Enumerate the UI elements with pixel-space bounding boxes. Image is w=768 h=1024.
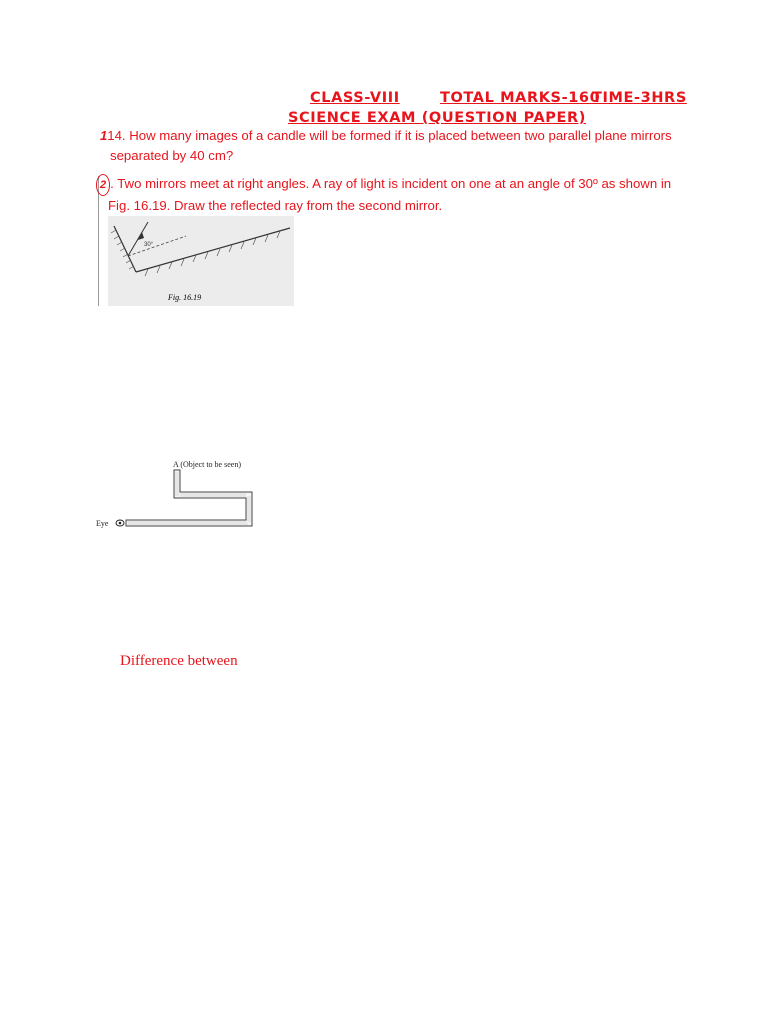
periscope-diagram [94, 456, 264, 536]
question-1: 114. How many images of a candle will be formed if it is placed between two parallel plane mirrors separated by 40 cm? [100, 126, 740, 166]
total-marks-label: TOTAL MARKS-160 [440, 90, 601, 106]
question-2-line1: Two mirrors meet at right angles. A ray of light is incident on one at an angle of 30º as shown in [117, 176, 672, 191]
angle-label: 30° [144, 242, 154, 248]
difference-heading: Difference between [120, 653, 238, 669]
question-2: 2 . Two mirrors meet at right angles. A ray of light is incident on one at an angle of 30º as shown in Fig. 16.19. Draw the reflected ray from the second mirror. [96, 174, 746, 216]
figure-caption: Fig. 16.19 [168, 293, 202, 302]
question-2-marker: 2 [96, 174, 110, 196]
periscope-figure [94, 456, 264, 536]
class-label: CLASS-VIII [310, 90, 400, 106]
object-label: A (Object to be seen) [173, 460, 241, 469]
mirror-diagram [108, 216, 294, 306]
question-1-number: 14 [107, 128, 122, 143]
question-2-line2: Fig. 16.19. Draw the reflected ray from the second mirror. [108, 198, 443, 213]
eye-label: Eye [96, 519, 109, 528]
time-label: TIME-3HRS [592, 90, 687, 106]
question-1-marker: 1 [100, 128, 108, 143]
exam-title: SCIENCE EXAM (QUESTION PAPER) [288, 110, 587, 126]
question-1-line1: How many images of a candle will be formed if it is placed between two parallel plane mirrors [129, 128, 672, 143]
mirror-figure [108, 216, 294, 306]
question-1-line2: separated by 40 cm? [110, 148, 234, 163]
